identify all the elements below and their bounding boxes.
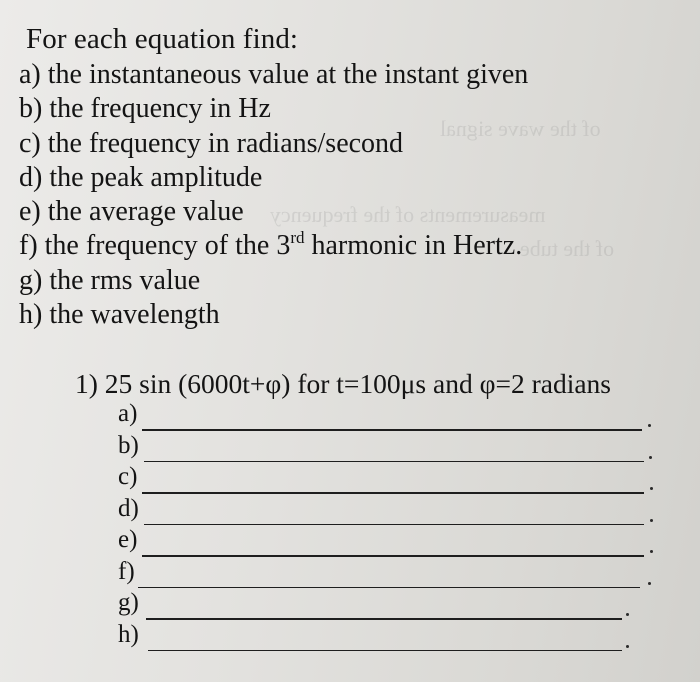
line-end-dot	[648, 424, 651, 427]
line-end-dot	[650, 487, 653, 490]
answer-row-c	[118, 463, 658, 495]
answer-blank-line[interactable]	[148, 650, 622, 652]
answer-label: g)	[118, 589, 139, 616]
answer-row-d	[118, 495, 658, 527]
answer-blank-line[interactable]	[146, 618, 622, 620]
question-item-d: d) the peak amplitude	[19, 161, 263, 193]
answer-label: d)	[118, 494, 139, 522]
answer-row-h	[118, 621, 658, 653]
bleed-through-text: of the wave signal	[440, 116, 601, 141]
answer-row-b	[118, 432, 658, 464]
question-item-b: b) the frequency in Hz	[19, 93, 271, 125]
answer-row-a	[118, 400, 658, 432]
question-item-g: g) the rms value	[19, 264, 201, 296]
answer-label: f)	[118, 557, 135, 585]
line-end-dot	[650, 519, 653, 522]
question-item-c: c) the frequency in radians/second	[19, 127, 404, 159]
answer-label: c)	[118, 463, 138, 490]
line-end-dot	[648, 582, 651, 585]
line-end-dot	[649, 456, 652, 459]
line-end-dot	[626, 645, 629, 648]
answer-row-e	[118, 526, 658, 558]
answer-blank-line[interactable]	[138, 587, 640, 589]
line-end-dot	[626, 613, 629, 616]
question-item-f	[19, 229, 528, 263]
answer-label: b)	[118, 431, 139, 459]
bleed-through-text: of the tube	[520, 236, 615, 261]
answer-label: e)	[118, 526, 138, 553]
answer-row-g	[118, 589, 658, 621]
line-end-dot	[650, 550, 653, 553]
question-item-h: h) the wavelength	[19, 299, 220, 331]
answer-blank-line[interactable]	[142, 429, 642, 431]
answer-blank-line[interactable]	[144, 524, 644, 526]
instructions-heading: For each equation find:	[26, 23, 299, 55]
answer-blank-line[interactable]	[142, 492, 644, 494]
question-item-a: a) the instantaneous value at the instant given	[19, 59, 529, 90]
bleed-through-text: measurements of the frequency	[270, 202, 546, 227]
answer-label: a)	[118, 400, 138, 427]
question-item-f-text-end: harmonic in Hertz.	[304, 230, 523, 262]
question-item-f-text: f) the frequency of the 3	[19, 230, 291, 262]
answer-blanks	[118, 400, 658, 652]
question-list	[19, 58, 528, 332]
problem-statement: 1) 25 sin (6000t+φ) for t=100μs and φ=2 radians	[75, 368, 611, 399]
ordinal-superscript: rd	[290, 228, 305, 248]
answer-blank-line[interactable]	[142, 555, 644, 557]
question-item-e: e) the average value	[19, 196, 244, 228]
answer-row-f	[118, 558, 658, 590]
answer-blank-line[interactable]	[144, 461, 644, 463]
answer-label: h)	[118, 620, 139, 648]
